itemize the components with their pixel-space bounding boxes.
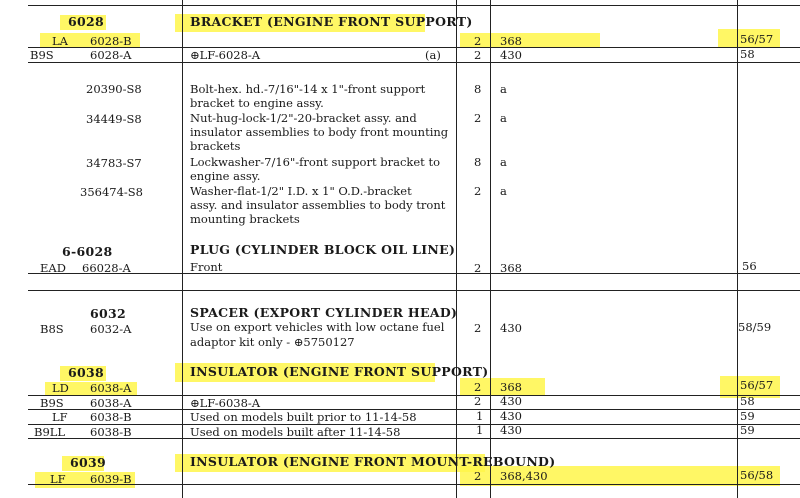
prefix: LF bbox=[50, 472, 66, 486]
quantity: 1 bbox=[476, 409, 484, 423]
prefix: B9S bbox=[30, 48, 54, 62]
row-rule bbox=[28, 273, 800, 274]
part-number: 6038-B bbox=[90, 425, 132, 439]
years: 58/59 bbox=[738, 320, 772, 334]
quantity: 8 bbox=[474, 82, 482, 96]
quantity: 2 bbox=[474, 261, 482, 275]
row-rule bbox=[28, 395, 800, 396]
quantity: 2 bbox=[474, 469, 482, 483]
part-number: 6039-B bbox=[90, 472, 132, 486]
row-rule bbox=[28, 438, 800, 439]
quantity: 2 bbox=[474, 184, 482, 198]
description: Bolt-hex. hd.-7/16"-14 x 1"-front support bbox=[190, 82, 426, 96]
basic-number: 6038 bbox=[68, 365, 104, 380]
description: Used on models built after 11-14-58 bbox=[190, 425, 401, 439]
row-rule bbox=[28, 424, 800, 425]
description: Use on export vehicles with low octane fuel bbox=[190, 320, 445, 334]
description: insulator assemblies to body front mounting bbox=[190, 125, 449, 139]
years: 56/57 bbox=[740, 378, 774, 392]
description: ⊕LF-6038-A bbox=[190, 396, 261, 410]
quantity: 2 bbox=[474, 34, 482, 48]
models: a bbox=[500, 111, 507, 125]
prefix: B9S bbox=[40, 396, 64, 410]
description: adaptor kit only - ⊕5750127 bbox=[190, 335, 355, 349]
models: 430 bbox=[500, 409, 522, 423]
quantity: 2 bbox=[474, 48, 482, 62]
part-number: 66028-A bbox=[82, 261, 131, 275]
prefix: LD bbox=[52, 381, 69, 395]
quantity: 2 bbox=[474, 321, 482, 335]
models: 430 bbox=[500, 321, 522, 335]
models: 430 bbox=[500, 48, 522, 62]
description: mounting brackets bbox=[190, 212, 300, 226]
prefix: LA bbox=[52, 34, 68, 48]
description: Washer-flat-1/2" I.D. x 1" O.D.-bracket bbox=[190, 184, 412, 198]
prefix: B8S bbox=[40, 322, 64, 336]
description: Front bbox=[190, 260, 223, 274]
description: Nut-hug-lock-1/2"-20-bracket assy. and bbox=[190, 111, 417, 125]
models: a bbox=[500, 82, 507, 96]
group-title: PLUG (CYLINDER BLOCK OIL LINE) bbox=[190, 242, 456, 257]
prefix: B9LL bbox=[34, 425, 66, 439]
description: Used on models built prior to 11-14-58 bbox=[190, 410, 417, 424]
quantity: 2 bbox=[474, 394, 482, 408]
models: a bbox=[500, 184, 507, 198]
part-number: 356474-S8 bbox=[80, 185, 143, 199]
row-rule bbox=[28, 5, 800, 6]
description: bracket to engine assy. bbox=[190, 96, 324, 110]
prefix: LF bbox=[52, 410, 68, 424]
models: 430 bbox=[500, 394, 522, 408]
part-number: 6028-B bbox=[90, 34, 132, 48]
basic-number: 6039 bbox=[70, 455, 106, 470]
row-rule bbox=[28, 290, 800, 291]
part-number: 20390-S8 bbox=[86, 82, 142, 96]
years: 56/57 bbox=[740, 32, 774, 46]
part-number: 6038-B bbox=[90, 410, 132, 424]
models: a bbox=[500, 155, 507, 169]
basic-number: 6028 bbox=[68, 14, 104, 29]
part-number: 6032-A bbox=[90, 322, 132, 336]
quantity: 1 bbox=[476, 423, 484, 437]
description: engine assy. bbox=[190, 169, 261, 183]
quantity: 2 bbox=[474, 111, 482, 125]
row-rule bbox=[28, 484, 800, 485]
part-number: 6038-A bbox=[90, 396, 132, 410]
row-rule bbox=[28, 47, 800, 48]
description: ⊕LF-6028-A bbox=[190, 48, 261, 62]
group-title: SPACER (EXPORT CYLINDER HEAD) bbox=[190, 305, 458, 320]
part-number: 6028-A bbox=[90, 48, 132, 62]
models: 368 bbox=[500, 34, 522, 48]
row-rule bbox=[28, 62, 800, 63]
part-number: 34449-S8 bbox=[86, 112, 142, 126]
part-number: 6038-A bbox=[90, 381, 132, 395]
group-title: BRACKET (ENGINE FRONT SUPPORT) bbox=[190, 14, 473, 29]
models: 368 bbox=[500, 380, 522, 394]
models: 368 bbox=[500, 261, 522, 275]
group-title: INSULATOR (ENGINE FRONT MOUNT-REBOUND) bbox=[190, 454, 556, 469]
basic-number: 6032 bbox=[90, 306, 126, 321]
years: 59 bbox=[740, 409, 755, 423]
description: brackets bbox=[190, 139, 241, 153]
note: (a) bbox=[425, 48, 441, 62]
quantity: 2 bbox=[474, 380, 482, 394]
models: 430 bbox=[500, 423, 522, 437]
prefix: EAD bbox=[40, 261, 66, 275]
years: 56/58 bbox=[740, 468, 774, 482]
group-title: INSULATOR (ENGINE FRONT SUPPORT) bbox=[190, 364, 489, 379]
description: assy. and insulator assemblies to body tront bbox=[190, 198, 446, 212]
part-number: 34783-S7 bbox=[86, 156, 142, 170]
basic-number: 6-6028 bbox=[62, 244, 113, 259]
years: 58 bbox=[740, 394, 755, 408]
description: Lockwasher-7/16"-front support bracket to bbox=[190, 155, 441, 169]
years: 58 bbox=[740, 47, 755, 61]
quantity: 8 bbox=[474, 155, 482, 169]
years: 56 bbox=[742, 259, 757, 273]
years: 59 bbox=[740, 423, 755, 437]
models: 368,430 bbox=[500, 469, 548, 483]
